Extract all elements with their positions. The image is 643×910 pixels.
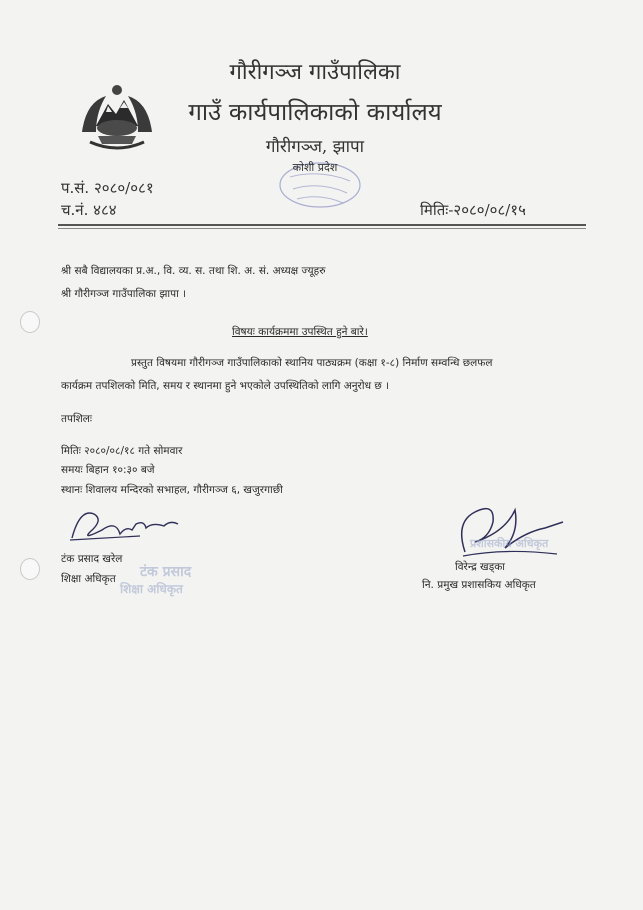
stamp-left-title: शिक्षा अधिकृत [120, 582, 183, 596]
addressee-line: श्री गौरीगञ्ज गाउँपालिका झापा । [61, 288, 187, 300]
province-name: कोशी प्रदेश [292, 161, 338, 174]
body-line: प्रस्तुत विषयमा गौरीगञ्ज गाउँपालिकाको स्थानिय पाठ्यक्रम (कक्षा १-८) निर्माण सम्वन्धि छलफल [131, 357, 493, 369]
office-name: गाउँ कार्यपालिकाको कार्यालय [188, 98, 442, 126]
header-divider-thin [58, 228, 586, 229]
signatory-left-title: शिक्षा अधिकृत [61, 573, 116, 585]
letter-subject: विषयः कार्यक्रममा उपस्थित हुने बारे। [232, 326, 368, 338]
body-line: कार्यक्रम तपशिलको मिति, समय र स्थानमा हुने भएकोले उपस्थितिको लागि अनुरोध छ । [61, 380, 390, 392]
letter-date: मितिः-२०८०/०८/१५ [420, 201, 526, 219]
punch-hole [20, 558, 40, 580]
details-heading: तपशिलः [61, 413, 93, 425]
dispatch-number: च.नं. ४८४ [61, 201, 117, 219]
reference-number: प.सं. २०८०/०८१ [61, 179, 154, 197]
header-divider [58, 224, 586, 226]
office-address: गौरीगञ्ज, झापा [265, 137, 365, 157]
addressee-line: श्री सबै विद्यालयका प्र.अ., वि. व्य. स. तथा शि. अ. सं. अध्यक्ष ज्यूहरु [61, 265, 326, 277]
signatory-right-title: नि. प्रमुख प्रशासकिय अधिकृत [422, 579, 536, 591]
signatory-left-name: टंक प्रसाद खरेल [61, 553, 123, 565]
stamp-right-text: प्रशासकीय अधिकृत [470, 537, 549, 550]
signatory-right-name: विरेन्द्र खड्का [455, 561, 505, 573]
event-date: मितिः २०८०/०८/१८ गते सोमवार [61, 445, 183, 457]
signature-left-icon [60, 500, 200, 550]
event-venue: स्थानः शिवालय मन्दिरको सभाहल, गौरीगञ्ज ६, खजुरगाछी [61, 484, 283, 496]
government-emblem-icon [76, 82, 158, 156]
stamp-left-name: टंक प्रसाद [140, 564, 192, 580]
event-time: समयः बिहान १०:३० बजे [61, 464, 155, 476]
organization-name: गौरीगञ्ज गाउँपालिका [229, 60, 401, 85]
punch-hole [20, 311, 40, 333]
